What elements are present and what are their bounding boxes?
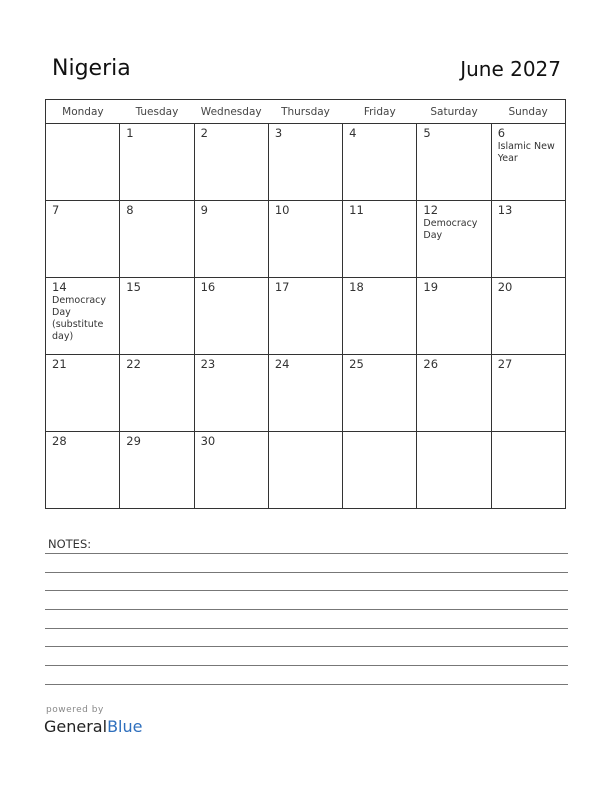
day-number: 28 [52,434,67,448]
day-cell [343,124,417,201]
calendar-week-row [46,124,566,201]
holiday-label: Democracy Day [423,218,478,241]
day-cell [46,432,120,509]
day-number: 12 [423,203,439,217]
calendar-grid [45,99,566,509]
day-cell [46,201,120,278]
day-cell [120,355,194,432]
day-cell [120,124,194,201]
day-cell [417,124,491,201]
day-number: 1 [126,126,134,140]
day-number: 30 [200,434,216,448]
brand-blue: Blue [107,717,143,736]
day-cell [268,201,342,278]
day-cell [417,355,491,432]
holiday-label: Democracy Day (substitute day) [52,295,107,342]
weekday-tuesday: Tuesday [120,100,194,124]
calendar-week-row [46,201,566,278]
calendar-week-row [46,355,566,432]
day-cell [491,278,565,355]
weekday-header-row [46,100,566,124]
day-number: 5 [423,126,431,140]
day-number: 13 [497,203,513,217]
day-cell [491,201,565,278]
day-number: 4 [349,126,357,140]
day-cell [120,201,194,278]
day-number: 20 [497,280,513,294]
country-title: Nigeria [52,56,131,81]
day-number: 8 [126,203,134,217]
day-cell [491,355,565,432]
day-cell [194,201,268,278]
day-number: 16 [200,280,216,294]
day-number: 2 [200,126,208,140]
day-cell [120,432,194,509]
day-number: 19 [423,280,439,294]
day-cell [343,355,417,432]
day-cell [46,355,120,432]
calendar-week-row [46,278,566,355]
day-number: 11 [349,203,364,217]
weekday-monday: Monday [46,100,120,124]
holiday-label: Islamic New Year [497,141,555,164]
weekday-thursday: Thursday [268,100,342,124]
day-number: 21 [52,357,67,371]
day-number: 10 [274,203,290,217]
empty-day-cell [268,432,342,509]
weekday-sunday: Sunday [491,100,565,124]
empty-day-cell [491,432,565,509]
day-cell [46,278,120,355]
day-number: 27 [497,357,513,371]
day-number: 14 [52,280,67,294]
notes-line [45,628,568,629]
notes-line [45,684,568,685]
day-cell [194,355,268,432]
calendar-week-row [46,432,566,509]
day-number: 9 [200,203,208,217]
weekday-saturday: Saturday [417,100,491,124]
notes-label: NOTES: [48,537,92,551]
day-cell [194,432,268,509]
day-number: 17 [274,280,290,294]
empty-day-cell [343,432,417,509]
notes-line [45,572,568,573]
day-cell [417,201,491,278]
day-number: 18 [349,280,364,294]
day-cell [268,124,342,201]
day-cell [491,124,565,201]
day-number: 3 [274,126,283,140]
day-cell [120,278,194,355]
day-number: 29 [126,434,141,448]
brand-general: General [44,717,108,736]
notes-line [45,590,568,591]
empty-day-cell [46,124,120,201]
day-cell [268,355,342,432]
day-cell [194,124,268,201]
day-cell [268,278,342,355]
brand-logo [44,717,142,736]
weekday-friday: Friday [343,100,417,124]
day-number: 6 [497,126,506,140]
day-number: 22 [126,357,141,371]
day-cell [343,201,417,278]
empty-day-cell [417,432,491,509]
day-cell [343,278,417,355]
day-number: 26 [423,357,439,371]
notes-line [45,646,568,647]
month-year-title: June 2027 [460,57,561,81]
day-number: 25 [349,357,364,371]
day-number: 23 [200,357,216,371]
powered-by-text: powered by [46,705,104,715]
day-number: 7 [52,203,60,217]
day-number: 15 [126,280,141,294]
day-cell [194,278,268,355]
day-number: 24 [274,357,290,371]
weekday-wednesday: Wednesday [194,100,268,124]
notes-line [45,553,568,554]
notes-line [45,665,568,666]
day-cell [417,278,491,355]
notes-line [45,609,568,610]
